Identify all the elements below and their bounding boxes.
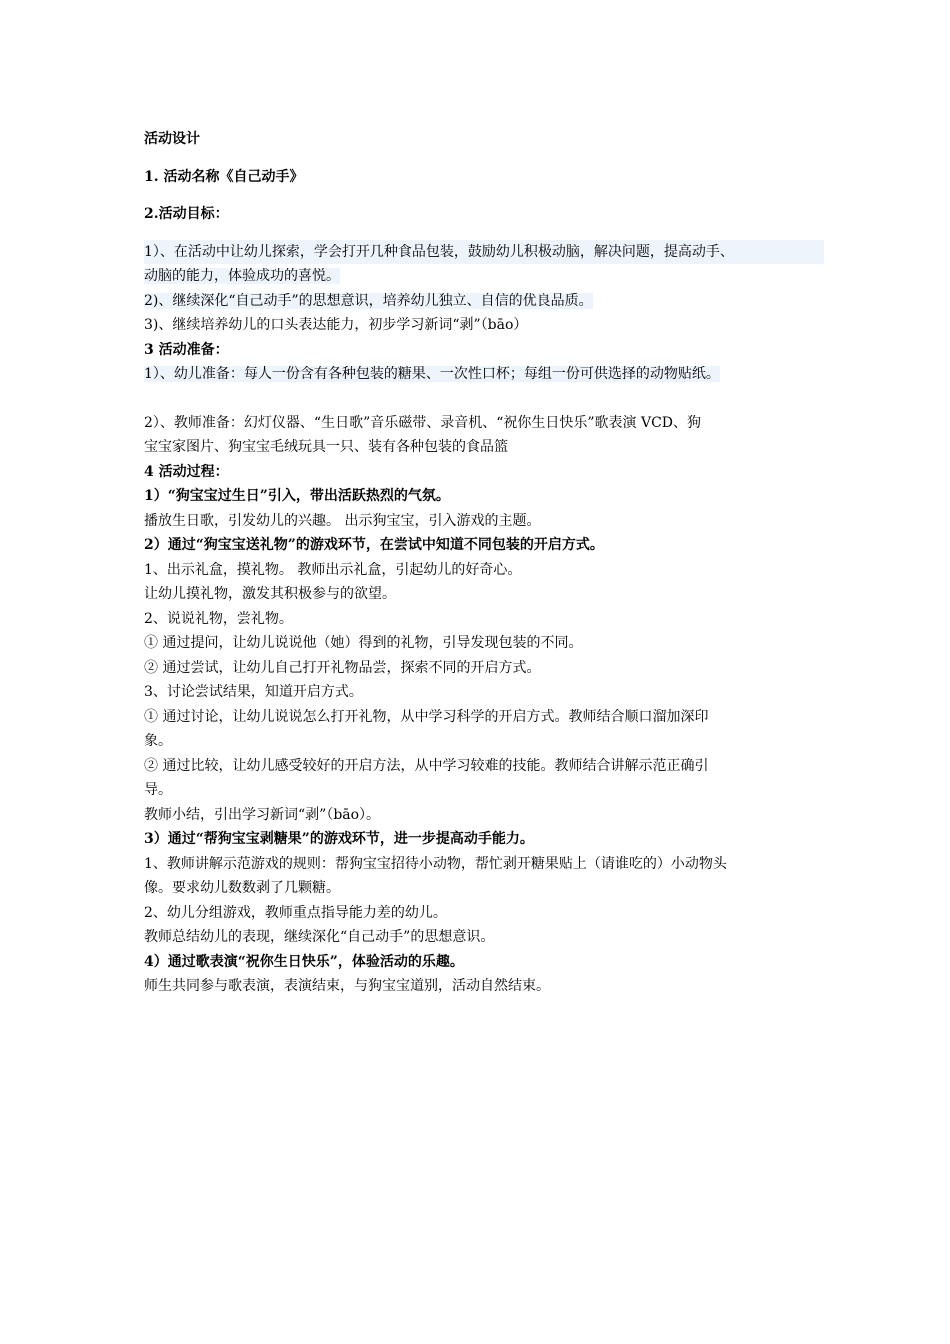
- process-line: 导。: [144, 782, 172, 798]
- activity-name-heading: 1. 活动名称《自己动手》: [144, 168, 304, 185]
- process-line: 教师总结幼儿的表现，继续深化“自己动手”的思想意识。: [144, 929, 495, 945]
- process-line: ② 通过比较，让幼儿感受较好的开启方法，从中学习较难的技能。教师结合讲解示范正确引: [144, 757, 709, 774]
- prep-line: 宝宝家图片、狗宝宝毛绒玩具一只、装有各种包装的食品篮: [144, 439, 508, 455]
- process-step-heading: 3）通过“帮狗宝宝剥糖果”的游戏环节，进一步提高动手能力。: [144, 831, 534, 847]
- goal-line: 3)、继续培养幼儿的口头表达能力，初步学习新词“剥”（bāo）: [144, 317, 528, 333]
- process-step-heading: 4）通过歌表演“祝你生日快乐”，体验活动的乐趣。: [144, 953, 464, 970]
- process-line: 2、幼儿分组游戏，教师重点指导能力差的幼儿。: [144, 904, 447, 921]
- process-line: ① 通过提问，让幼儿说说他（她）得到的礼物，引导发现包装的不同。: [144, 635, 583, 651]
- prep-heading: 3 活动准备：: [144, 341, 229, 358]
- process-list: [144, 484, 824, 999]
- doc-title: 活动设计: [144, 131, 200, 147]
- process-line: 师生共同参与歌表演，表演结束，与狗宝宝道别，活动自然结束。: [144, 978, 550, 994]
- goal-line-text: 动脑的能力，体验成功的喜悦。: [144, 268, 340, 284]
- process-line: 2、说说礼物，尝礼物。: [144, 610, 293, 627]
- prep-line-text: 1）、幼儿准备：每人一份含有各种包装的糖果、一次性口杯；每组一份可供选择的动物贴纸。: [144, 366, 720, 382]
- process-line: 像。要求幼儿数数剥了几颗糖。: [144, 880, 340, 896]
- goal-line: [144, 289, 824, 314]
- process-heading: 4 活动过程：: [144, 463, 229, 480]
- goal-line-text: 2)、继续深化“自己动手”的思想意识，培养幼儿独立、自信的优良品质。: [144, 292, 593, 309]
- blank-line: [144, 387, 824, 411]
- process-line: 1、出示礼盒，摸礼物。 教师出示礼盒，引起幼儿的好奇心。: [144, 561, 522, 578]
- goal-line: [144, 264, 824, 289]
- process-line: 教师小结，引出学习新词“剥”（bāo）。: [144, 806, 381, 823]
- process-line: ① 通过讨论，让幼儿说说怎么打开礼物，从中学习科学的开启方式。教师结合顺口溜加深印: [144, 708, 709, 725]
- process-line: 播放生日歌，引发幼儿的兴趣。 出示狗宝宝，引入游戏的主题。: [144, 512, 541, 529]
- goals-heading: 2.活动目标：: [144, 206, 229, 222]
- goal-line: 1）、在活动中让幼儿探索，学会打开几种食品包装，鼓励幼儿积极动脑，解决问题，提高动手、: [144, 240, 824, 265]
- process-step-heading: 2）通过“狗宝宝送礼物”的游戏环节，在尝试中知道不同包装的开启方式。: [144, 537, 604, 553]
- document-page: [144, 127, 824, 999]
- process-line: ② 通过尝试，让幼儿自己打开礼物品尝，探索不同的开启方式。: [144, 659, 541, 676]
- process-line: 象。: [144, 733, 172, 749]
- prep-line: [144, 362, 824, 387]
- prep-line: 2）、教师准备：幻灯仪器、“生日歌”音乐磁带、录音机、“祝你生日快乐”歌表演 VCD、狗: [144, 414, 702, 431]
- process-line: 1、教师讲解示范游戏的规则：帮狗宝宝招待小动物，帮忙剥开糖果贴上（请谁吃的）小动物头: [144, 855, 727, 872]
- process-line: 3、讨论尝试结果，知道开启方式。: [144, 684, 363, 700]
- process-step-heading: 1）“狗宝宝过生日”引入，带出活跃热烈的气氛。: [144, 488, 450, 504]
- process-line: 让幼儿摸礼物，激发其积极参与的欲望。: [144, 586, 396, 602]
